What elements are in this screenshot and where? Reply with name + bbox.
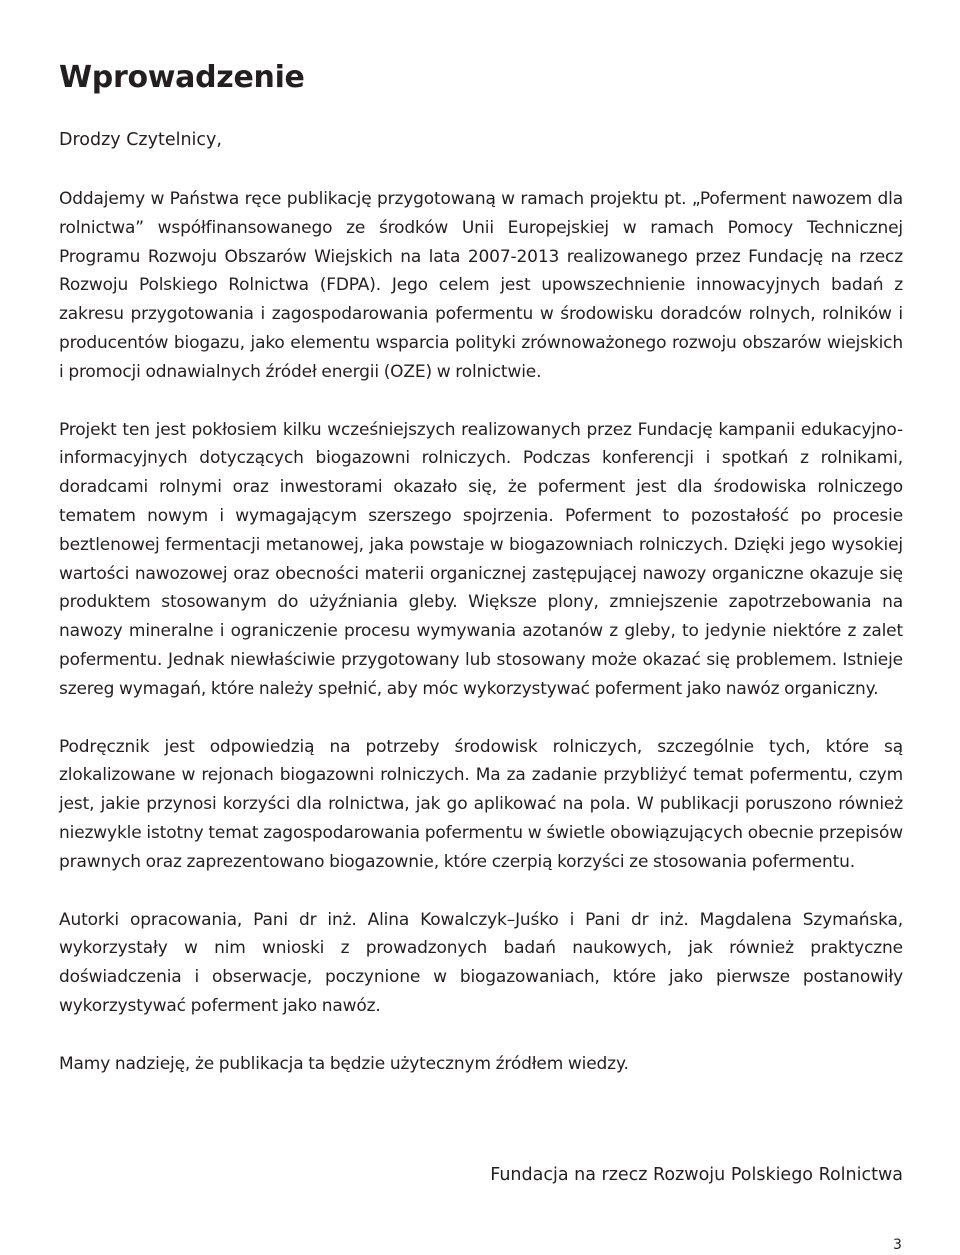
- paragraph-project-intro: Oddajemy w Państwa ręce publikację przygotowaną w ramach projektu pt. „Poferment nawozem dla rolnictwa” współfinansowanego ze środków Unii Europejskiej w ramach Pomocy Technicznej Programu Rozwoju Obszarów Wiejskich na lata 2007-2013 realizowanego przez Fundację na rzecz Rozwoju Polskiego Rolnictwa (FDPA). Jego celem jest upowszechnienie innowacyjnych badań z zakresu przygotowania i zagospodarowania pofermentu w środowisku doradców rolnych, rolników i producentów biogazu, jako elementu wsparcia polityki zrównoważonego rozwoju obszarów wiejskich i promocji odnawialnych źródeł energii (OZE) w rolnictwie.: [59, 189, 903, 382]
- page-title: Wprowadzenie: [59, 60, 305, 95]
- body-text: [59, 185, 903, 1108]
- paragraph-project-background: Projekt ten jest pokłosiem kilku wcześniejszych realizowanych przez Fundację kampanii edukacyjno-informacyjnych dotyczących biogazowni rolniczych. Podczas konferencji i spotkań z rolnikami, doradcami rolnymi oraz inwestorami okazało się, że poferment jest dla środowiska rolniczego tematem nowym i wymagającym szerszego spojrzenia. Poferment to pozostałość po procesie beztlenowej fermentacji metanowej, jaka powstaje w biogazowniach rolniczych. Dzięki jego wysokiej wartości nawozowej oraz obecności materii organicznej zastępującej nawozy organiczne okazuje się produktem stosowanym do użyźniania gleby. Większe plony, zmniejszenie zapotrzebowania na nawozy mineralne i ograniczenie procesu wymywania azotanów z gleby, to jedynie niektóre z zalet pofermentu. Jednak niewłaściwie przygotowany lub stosowany może okazać się problemem. Istnieje szereg wymagań, które należy spełnić, aby móc wykorzystywać poferment jako nawóz organiczny.: [59, 419, 903, 699]
- paragraph-closing: Mamy nadzieję, że publikacja ta będzie użytecznym źródłem wiedzy.: [59, 1053, 629, 1074]
- document-page: [59, 0, 903, 1255]
- page-number: 3: [893, 1237, 902, 1253]
- paragraph-authors: Autorki opracowania, Pani dr inż. Alina Kowalczyk–Juśko i Pani dr inż. Magdalena Szymańska, wykorzystały w nim wnioski z prowadzonych badań naukowych, jak również praktyczne doświadczenia i obserwacje, poczynione w biogazowaniach, które jako pierwsze postanowiły wykorzystywać poferment jako nawóz.: [59, 909, 903, 1016]
- greeting: Drodzy Czytelnicy,: [59, 130, 222, 150]
- signature: Fundacja na rzecz Rozwoju Polskiego Rolnictwa: [490, 1165, 903, 1185]
- paragraph-handbook-purpose: Podręcznik jest odpowiedzią na potrzeby środowisk rolniczych, szczególnie tych, które są zlokalizowane w rejonach biogazowni rolniczych. Ma za zadanie przybliżyć temat pofermentu, czym jest, jakie przynosi korzyści dla rolnictwa, jak go aplikować na pola. W publikacji poruszono również niezwykle istotny temat zagospodarowania pofermentu w świetle obowiązujących obecnie przepisów prawnych oraz zaprezentowano biogazownie, które czerpią korzyści ze stosowania pofermentu.: [59, 736, 903, 872]
